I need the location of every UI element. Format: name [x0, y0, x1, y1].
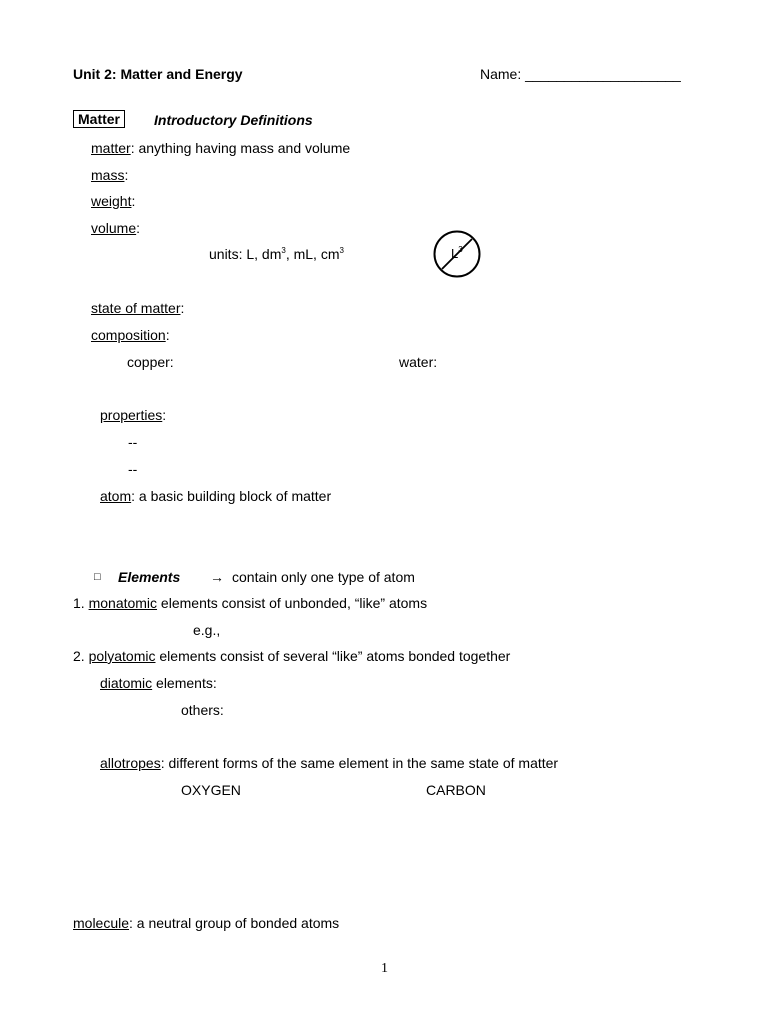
diatomic-term: diatomic: [100, 675, 153, 691]
volume-units: units: L, $dm^3$, mL, $cm^3$: [209, 246, 344, 262]
water-label: water:: [399, 354, 438, 370]
matter-boxed-label: Matter: [73, 110, 125, 128]
polyatomic-item: 2. polyatomic elements consist of several “like” atoms bonded together: [73, 648, 511, 664]
section-title: Introductory Definitions: [154, 112, 313, 128]
state-of-matter-definition: [91, 300, 184, 316]
properties-dash-1: --: [128, 434, 138, 450]
copper-label: copper:: [127, 354, 174, 370]
monatomic-term: monatomic: [88, 595, 158, 611]
carbon-label: CARBON: [426, 782, 486, 798]
matter-definition: [91, 140, 350, 156]
composition-definition: [91, 327, 170, 343]
weight-term: weight: [91, 193, 132, 209]
page-number: 1: [381, 961, 388, 976]
name-field-label: Name: ____________________: [480, 66, 681, 82]
allotropes-term: allotropes: [100, 755, 161, 771]
volume-term: volume: [91, 220, 137, 236]
monatomic-item: 1. monatomic elements consist of unbonded, “like” atoms: [73, 595, 428, 611]
polyatomic-term: polyatomic: [88, 648, 156, 664]
composition-term: composition: [91, 327, 166, 343]
crossed-out-liter-cubed-symbol: [433, 230, 481, 278]
molecule-term: molecule: [73, 915, 130, 931]
mass-term: mass: [91, 167, 125, 183]
unit-title: Unit 2: Matter and Energy: [73, 66, 243, 82]
allotropes-definition: allotropes: different forms of the same element in the same state of matter: [100, 755, 559, 771]
colon: :: [136, 220, 141, 236]
molecule-definition: molecule: a neutral group of bonded atoms: [73, 915, 340, 931]
colon: :: [131, 193, 136, 209]
state-of-matter-term: state of matter: [91, 300, 181, 316]
liter-symbol: $L^3$: [451, 245, 463, 261]
square-bullet-icon: □: [94, 571, 101, 583]
atom-def: : a basic building block of matter: [131, 488, 332, 504]
oxygen-label: OXYGEN: [181, 782, 241, 798]
elements-definition: contain only one type of atom: [232, 569, 415, 585]
properties-term: properties: [100, 407, 163, 423]
mass-definition: [91, 167, 128, 183]
properties-definition: [100, 407, 166, 423]
atom-term: atom: [100, 488, 132, 504]
colon: :: [180, 300, 185, 316]
matter-def: : anything having mass and volume: [130, 140, 351, 156]
colon: :: [162, 407, 167, 423]
atom-definition: [100, 488, 331, 504]
others-label: others:: [181, 702, 224, 718]
colon: :: [165, 327, 170, 343]
weight-definition: [91, 193, 135, 209]
colon: :: [124, 167, 129, 183]
right-arrow-icon: →: [210, 569, 224, 585]
diatomic-line: diatomic elements:: [100, 675, 217, 691]
volume-definition: [91, 220, 140, 236]
elements-title: Elements: [118, 569, 181, 585]
eg-label: e.g.,: [193, 622, 221, 638]
matter-term: matter: [91, 140, 131, 156]
properties-dash-2: --: [128, 461, 138, 477]
section-heading: [73, 111, 125, 127]
